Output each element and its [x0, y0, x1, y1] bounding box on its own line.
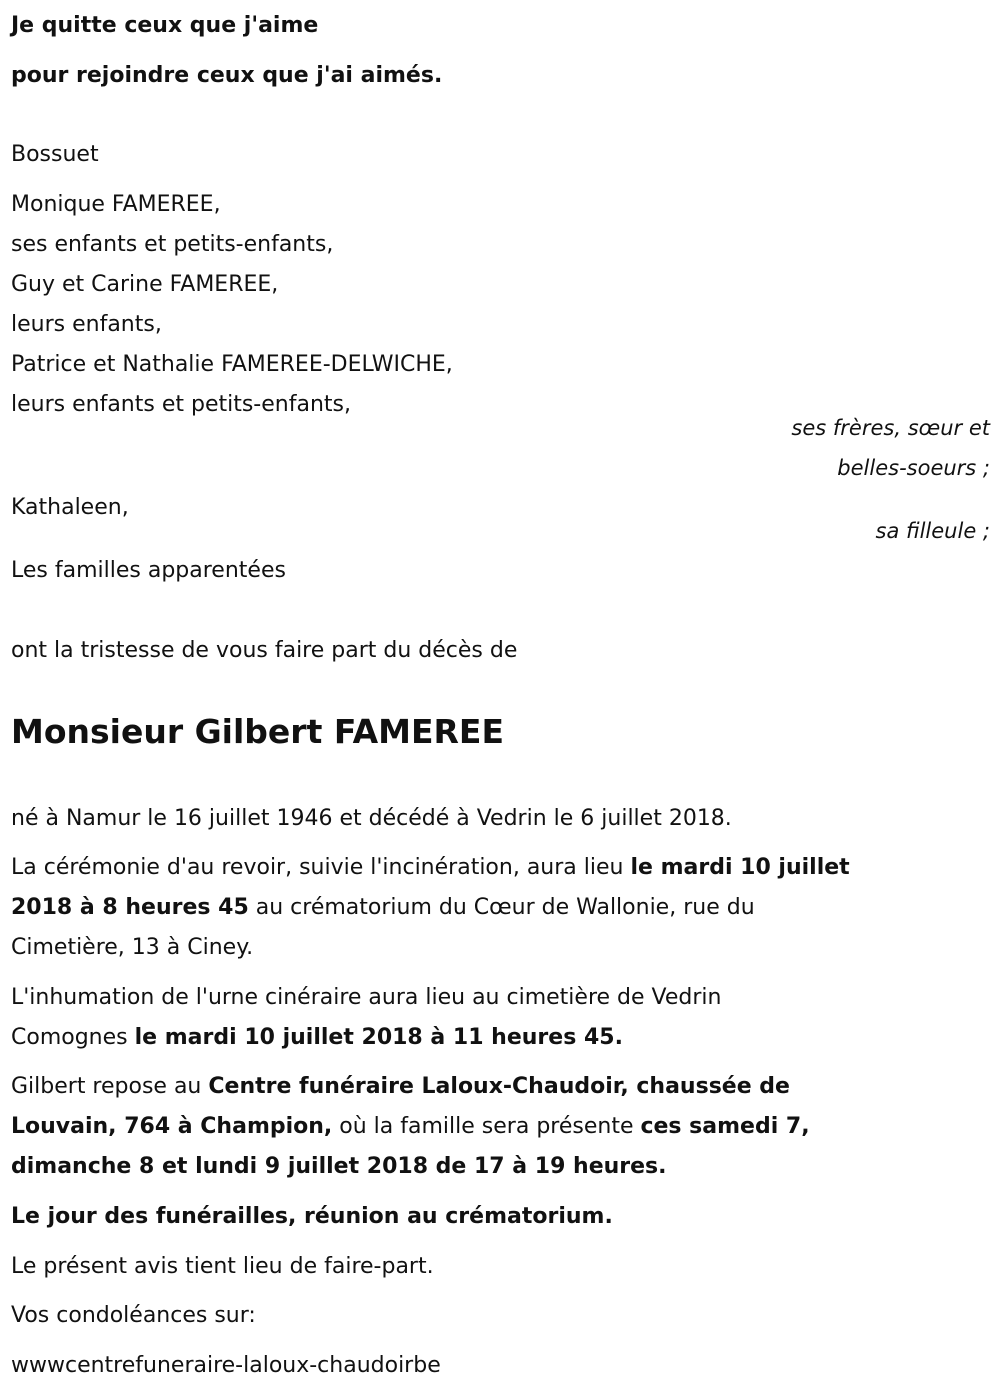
visitation-line: [11, 1107, 810, 1147]
family-role: belles-soeurs ;: [837, 456, 990, 480]
condolences-label: Vos condoléances sur:: [11, 1303, 256, 1328]
quote-line-2: pour rejoindre ceux que j'ai aimés.: [11, 63, 443, 88]
burial-date: le mardi 10 juillet 2018 à 11 heures 45.: [134, 1025, 623, 1050]
family-line: leurs enfants,: [11, 312, 162, 337]
ceremony-text: La cérémonie d'au revoir, suivie l'incinération, aura lieu: [11, 855, 631, 880]
condolences-url[interactable]: wwwcentrefuneraire-laloux-chaudoirbe: [11, 1353, 441, 1378]
family-line: Monique FAMEREE,: [11, 192, 221, 217]
ceremony-date: 2018 à 8 heures 45: [11, 895, 249, 920]
family-line: Patrice et Nathalie FAMEREE-DELWICHE,: [11, 352, 453, 377]
visitation-text: où la famille sera présente: [332, 1114, 641, 1139]
deceased-name: Monsieur Gilbert FAMEREE: [11, 712, 505, 751]
ceremony-line: [11, 848, 850, 888]
visitation-place: Louvain, 764 à Champion,: [11, 1114, 333, 1139]
visitation-line: [11, 1067, 790, 1107]
ceremony-line: [11, 888, 755, 928]
visitation-text: Gilbert repose au: [11, 1074, 209, 1099]
family-line: Guy et Carine FAMEREE,: [11, 272, 279, 297]
family-role: ses frères, sœur et: [791, 416, 990, 440]
visitation-dates: dimanche 8 et lundi 9 juillet 2018 de 17 à 19 heures.: [11, 1154, 667, 1179]
meeting: Le jour des funérailles, réunion au crématorium.: [11, 1204, 613, 1229]
quote-line-1: Je quitte ceux que j'aime: [11, 13, 319, 38]
burial-text: Comognes: [11, 1025, 135, 1050]
family-line: ses enfants et petits-enfants,: [11, 232, 334, 257]
ceremony-text: au crématorium du Cœur de Wallonie, rue du: [248, 895, 755, 920]
goddaughter-role: sa filleule ;: [875, 519, 990, 543]
burial-line: [11, 1018, 623, 1058]
ceremony-date: le mardi 10 juillet: [630, 855, 850, 880]
ceremony-line: Cimetière, 13 à Ciney.: [11, 935, 254, 960]
announcement: ont la tristesse de vous faire part du décès de: [11, 638, 518, 663]
visitation-dates: ces samedi 7,: [640, 1114, 810, 1139]
visitation-place: Centre funéraire Laloux-Chaudoir, chaussée de: [208, 1074, 790, 1099]
family-line: leurs enfants et petits-enfants,: [11, 392, 351, 417]
burial-line: L'inhumation de l'urne cinéraire aura lieu au cimetière de Vedrin: [11, 985, 722, 1010]
goddaughter: Kathaleen,: [11, 495, 129, 520]
notice: Le présent avis tient lieu de faire-part.: [11, 1254, 434, 1279]
relatives: Les familles apparentées: [11, 558, 286, 583]
place: Bossuet: [11, 142, 99, 167]
birth-death: né à Namur le 16 juillet 1946 et décédé à Vedrin le 6 juillet 2018.: [11, 806, 732, 831]
